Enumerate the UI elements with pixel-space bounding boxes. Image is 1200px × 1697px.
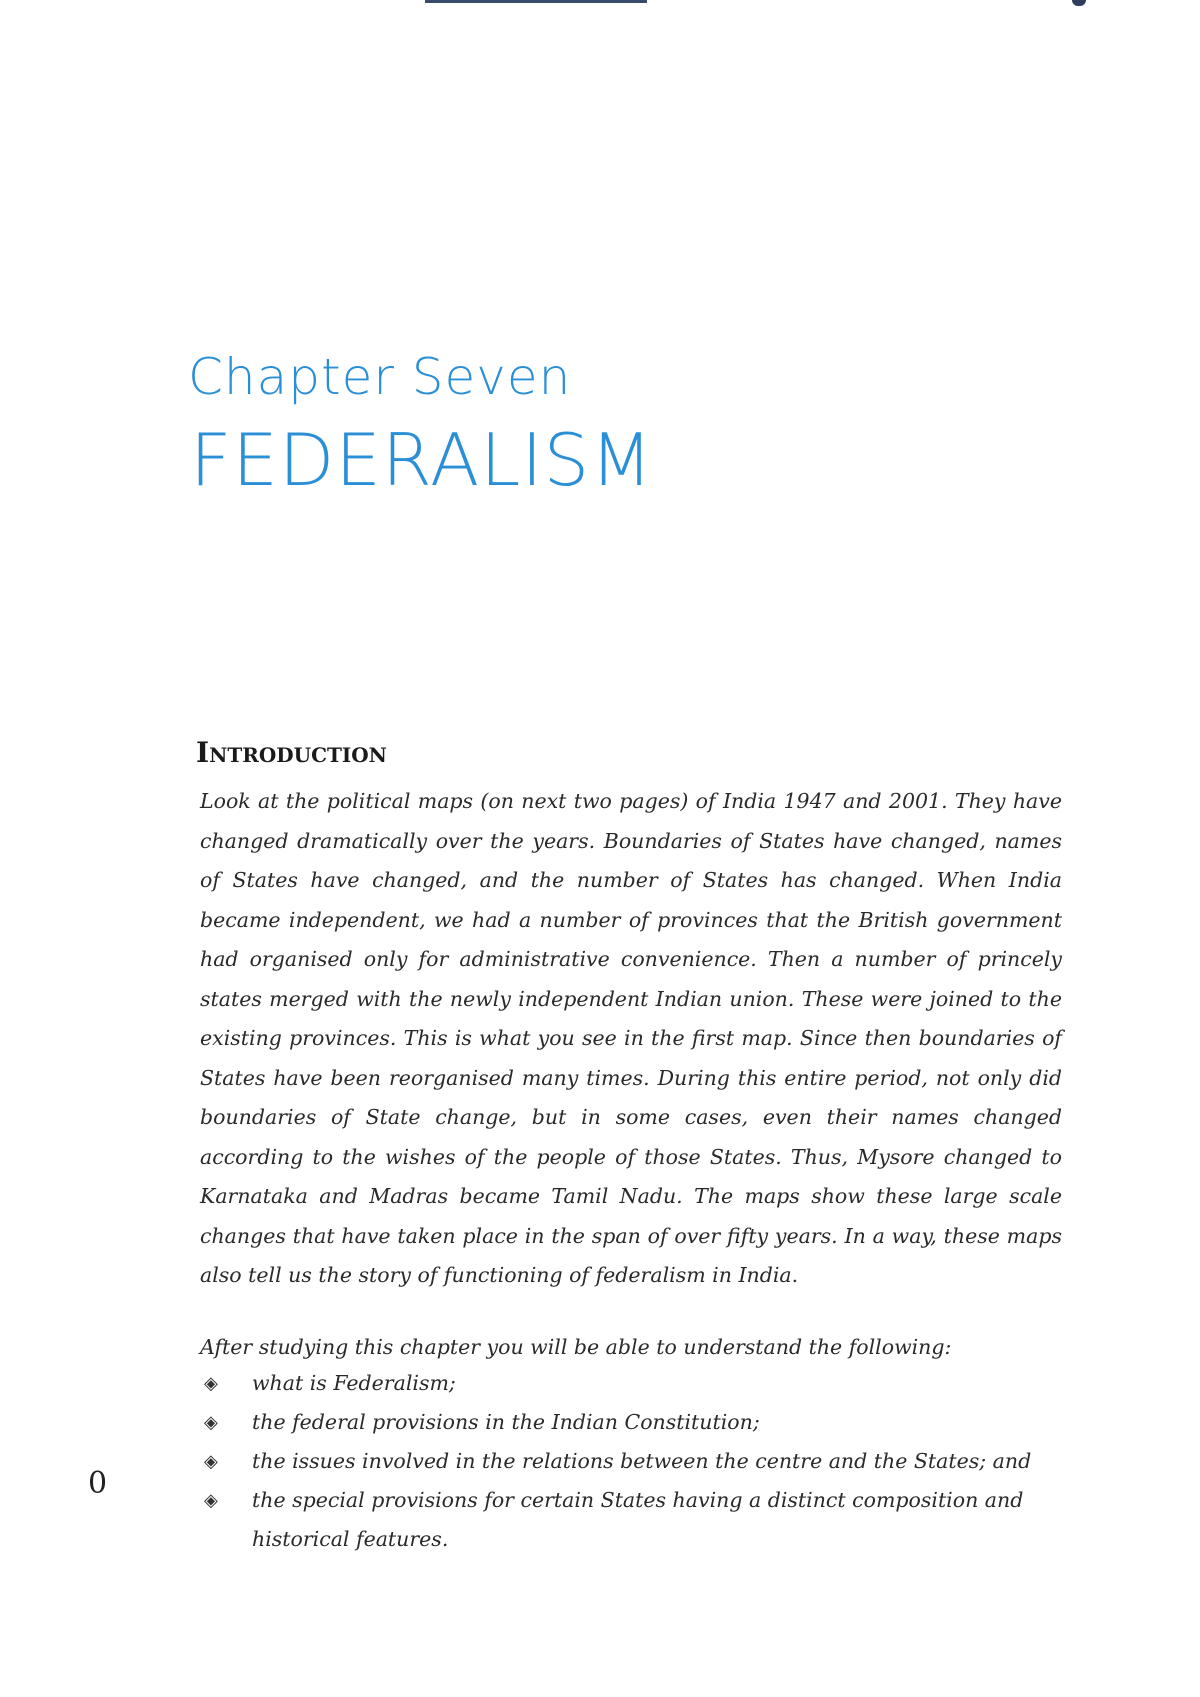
chapter-label: Chapter Seven — [188, 348, 572, 406]
diamond-bullet-icon: ◈ — [204, 1373, 218, 1394]
objective-text: the federal provisions in the Indian Constitution; — [252, 1410, 760, 1434]
page-number: 0 — [88, 1466, 108, 1501]
list-item — [200, 1403, 1062, 1442]
objectives-list — [200, 1364, 1062, 1559]
diamond-bullet-icon: ◈ — [204, 1451, 218, 1472]
diamond-bullet-icon: ◈ — [204, 1412, 218, 1433]
objective-text: what is Federalism; — [252, 1371, 456, 1395]
top-edge-mark — [1072, 0, 1086, 6]
list-item — [200, 1481, 1062, 1559]
objective-text: the issues involved in the relations between the centre and the States; and — [252, 1449, 1032, 1473]
objectives-lead: After studying this chapter you will be able to understand the following: — [200, 1335, 952, 1359]
chapter-title: FEDERALISM — [190, 418, 654, 502]
list-item — [200, 1442, 1062, 1481]
section-heading-introduction: Introduction — [196, 736, 387, 769]
list-item — [200, 1364, 1062, 1403]
diamond-bullet-icon: ◈ — [204, 1490, 218, 1511]
introduction-paragraph: Look at the political maps (on next two pages) of India 1947 and 2001. They have changed dramatically over the years. Boundaries of States have changed, names of States have changed, and the number of States has changed. When India became independent, we had a number of provinces that the British government had organised only for administrative convenience. Then a number of princely states merged with the newly independent Indian union. These were joined to the existing provinces. This is what you see in the first map. Since then boundaries of States have been reorganised many times. During this entire period, not only did boundaries of State change, but in some cases, even their names changed according to the wishes of the people of those States. Thus, Mysore changed to Karnataka and Madras became Tamil Nadu. The maps show these large scale changes that have taken place in the span of over fifty years. In a way, these maps also tell us the story of functioning of federalism in India. — [200, 789, 1062, 1287]
top-edge-bar — [425, 0, 647, 3]
objective-text: the special provisions for certain States having a distinct composition and historical features. — [252, 1488, 1024, 1551]
